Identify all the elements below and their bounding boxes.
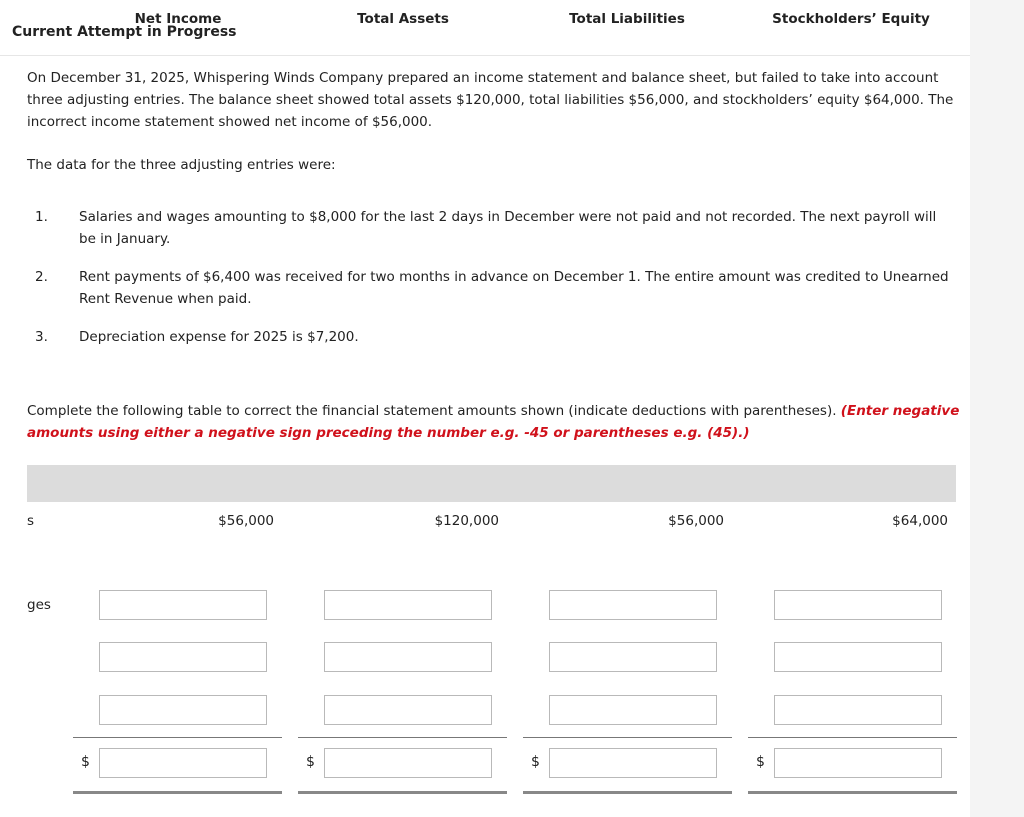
- table-instruction: [27, 400, 962, 444]
- header-divider: [0, 55, 970, 56]
- subtotal-rule: [73, 737, 282, 738]
- net-income-adjustment-3-input[interactable]: [99, 695, 267, 725]
- stockholders-equity-adjustment-1-input[interactable]: [774, 590, 942, 620]
- problem-intro: On December 31, 2025, Whispering Winds Company prepared an income statement and balance sheet, but failed to take into account three adjusting entries. The balance sheet showed total assets $120,000, total liabilities $56,000, and stockholders’ equity $64,000. The incorrect income statement showed net income of $56,000.: [27, 70, 954, 130]
- currency-symbol: $: [81, 754, 90, 770]
- corrected-total-liabilities-input[interactable]: [549, 748, 717, 778]
- table-header: [27, 465, 956, 502]
- data-heading: The data for the three adjusting entries were:: [27, 157, 336, 173]
- instruction-text: Complete the following table to correct the financial statement amounts shown (indicate deductions with parentheses).: [27, 403, 837, 419]
- subtotal-rule: [523, 737, 732, 738]
- total-assets-adjustment-1-input[interactable]: [324, 590, 492, 620]
- row-label-adjustment-1: ges: [27, 597, 51, 613]
- currency-symbol: $: [306, 754, 315, 770]
- column-header-stockholders-equity: Stockholders’ Equity: [772, 11, 930, 27]
- subtotal-rule: [298, 737, 507, 738]
- total-assets-adjustment-2-input[interactable]: [324, 642, 492, 672]
- total-double-rule: [298, 791, 507, 794]
- incorrect-total-liabilities: $56,000: [668, 513, 724, 529]
- incorrect-total-assets: $120,000: [434, 513, 499, 529]
- column-header-total-assets: Total Assets: [357, 11, 449, 27]
- corrected-stockholders-equity-input[interactable]: [774, 748, 942, 778]
- currency-symbol: $: [756, 754, 765, 770]
- row-label-incorrect: s: [27, 513, 35, 529]
- total-liabilities-adjustment-1-input[interactable]: [549, 590, 717, 620]
- incorrect-net-income: $56,000: [218, 513, 274, 529]
- incorrect-stockholders-equity: $64,000: [892, 513, 948, 529]
- stockholders-equity-adjustment-3-input[interactable]: [774, 695, 942, 725]
- entry-number: 2.: [35, 269, 48, 285]
- currency-symbol: $: [531, 754, 540, 770]
- subtotal-rule: [748, 737, 957, 738]
- net-income-adjustment-1-input[interactable]: [99, 590, 267, 620]
- total-liabilities-adjustment-2-input[interactable]: [549, 642, 717, 672]
- column-header-total-liabilities: Total Liabilities: [569, 11, 685, 27]
- attempt-status-title: Current Attempt in Progress: [12, 24, 237, 40]
- corrected-net-income-input[interactable]: [99, 748, 267, 778]
- entry-text: Depreciation expense for 2025 is $7,200.: [79, 329, 359, 345]
- total-double-rule: [523, 791, 732, 794]
- entry-number: 1.: [35, 209, 48, 225]
- instruction-note: (Enter negative amounts using either a negative sign preceding the number e.g. -45 or parentheses e.g. (45).): [27, 403, 960, 441]
- entry-text: Rent payments of $6,400 was received for two months in advance on December 1. The entire amount was credited to Unearned Rent Revenue when paid.: [79, 269, 949, 307]
- total-double-rule: [73, 791, 282, 794]
- total-liabilities-adjustment-3-input[interactable]: [549, 695, 717, 725]
- total-assets-adjustment-3-input[interactable]: [324, 695, 492, 725]
- net-income-adjustment-2-input[interactable]: [99, 642, 267, 672]
- entry-number: 3.: [35, 329, 48, 345]
- column-header-net-income: Net Income: [134, 11, 222, 27]
- entry-text: Salaries and wages amounting to $8,000 for the last 2 days in December were not paid and not recorded. The next payroll will be in January.: [79, 209, 937, 247]
- stockholders-equity-adjustment-2-input[interactable]: [774, 642, 942, 672]
- corrected-total-assets-input[interactable]: [324, 748, 492, 778]
- total-double-rule: [748, 791, 957, 794]
